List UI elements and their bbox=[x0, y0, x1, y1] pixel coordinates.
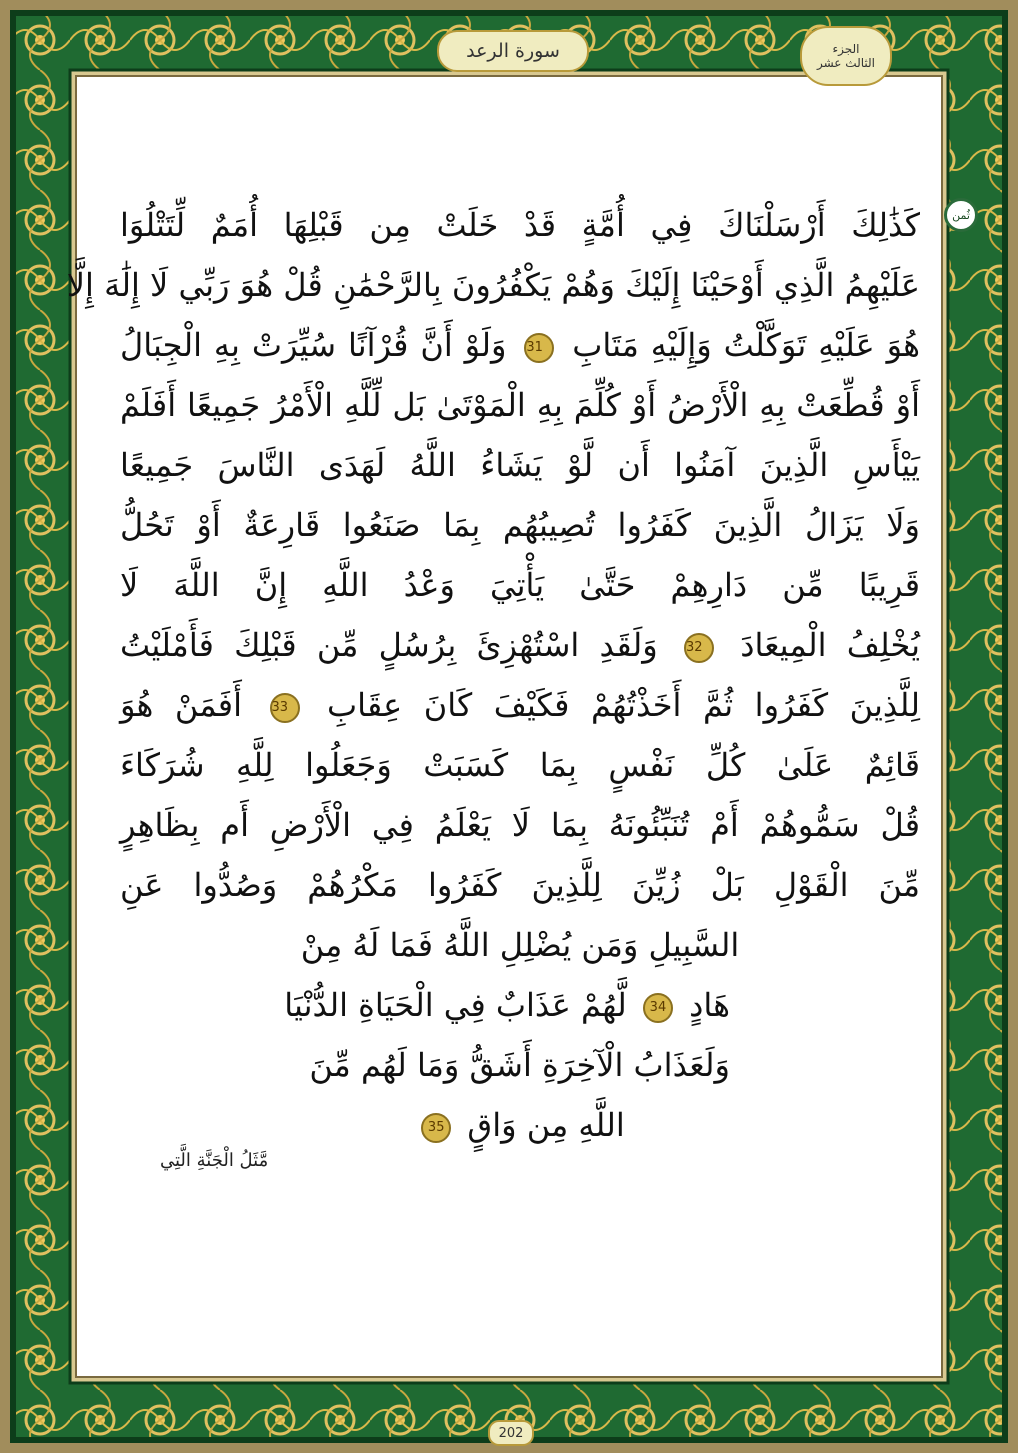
ayah-number-marker: 31 bbox=[524, 333, 554, 363]
text-line bbox=[120, 615, 920, 675]
verse-text: قُلْ سَمُّوهُمْ أَمْ تُنَبِّئُونَهُ بِمَا لَا يَعْلَمُ فِي الْأَرْضِ أَم بِظَاهِرٍ bbox=[120, 806, 921, 844]
juz-line1: الجزء bbox=[832, 42, 860, 56]
text-line bbox=[66, 255, 920, 315]
verse-text: هَادٍ bbox=[689, 986, 730, 1024]
text-line bbox=[120, 975, 920, 1035]
text-line bbox=[120, 735, 920, 795]
verse-text: وَلَقَدِ اسْتُهْزِئَ بِرُسُلٍ مِّن قَبْلِكَ فَأَمْلَيْتُ bbox=[120, 626, 658, 664]
hizb-marker: ثُمن bbox=[944, 198, 978, 232]
verse-text: قَائِمٌ عَلَىٰ كُلِّ نَفْسٍ بِمَا كَسَبَتْ وَجَعَلُوا لِلَّهِ شُرَكَاءَ bbox=[120, 746, 920, 784]
verse-text: عَلَيْهِمُ الَّذِي أَوْحَيْنَا إِلَيْكَ وَهُمْ يَكْفُرُونَ بِالرَّحْمَٰنِ قُلْ هُوَ رَبِّي لَا إِلَٰهَ إِلَّا bbox=[66, 266, 920, 304]
juz-line2: الثالث عشر bbox=[816, 56, 875, 70]
ayah-number-marker: 34 bbox=[643, 993, 673, 1023]
juz-label bbox=[800, 26, 892, 86]
ayah-number-marker: 33 bbox=[270, 693, 300, 723]
verse-text: أَفَمَنْ هُوَ bbox=[120, 686, 242, 724]
verse-text: مِّنَ الْقَوْلِ بَلْ زُيِّنَ لِلَّذِينَ كَفَرُوا مَكْرُهُمْ وَصُدُّوا عَنِ bbox=[120, 866, 920, 904]
text-line bbox=[120, 855, 920, 915]
verse-text: وَلَا يَزَالُ الَّذِينَ كَفَرُوا تُصِيبُهُم بِمَا صَنَعُوا قَارِعَةٌ أَوْ تَحُلُّ bbox=[120, 506, 920, 544]
verse-text: لَّهُمْ عَذَابٌ فِي الْحَيَاةِ الدُّنْيَا bbox=[284, 986, 627, 1024]
ayah-number-marker: 32 bbox=[684, 633, 714, 663]
text-line bbox=[120, 1035, 920, 1095]
page-number: 202 bbox=[488, 1420, 534, 1446]
text-line bbox=[120, 915, 920, 975]
verse-text: السَّبِيلِ وَمَن يُضْلِلِ اللَّهُ فَمَا لَهُ مِنْ bbox=[300, 926, 740, 964]
verse-text: قَرِيبًا مِّن دَارِهِمْ حَتَّىٰ يَأْتِيَ وَعْدُ اللَّهِ إِنَّ اللَّهَ لَا bbox=[120, 566, 920, 604]
text-line bbox=[120, 315, 920, 375]
text-line bbox=[120, 675, 920, 735]
verse-text: كَذَٰلِكَ أَرْسَلْنَاكَ فِي أُمَّةٍ قَدْ خَلَتْ مِن قَبْلِهَا أُمَمٌ لِّتَتْلُوَا bbox=[120, 206, 920, 244]
text-line bbox=[120, 375, 920, 435]
verse-text: يُخْلِفُ الْمِيعَادَ bbox=[740, 626, 920, 664]
verse-text: هُوَ عَلَيْهِ تَوَكَّلْتُ وَإِلَيْهِ مَتَابِ bbox=[572, 326, 921, 364]
text-line bbox=[120, 795, 920, 855]
text-line bbox=[120, 435, 920, 495]
surah-title: سورة الرعد bbox=[437, 30, 589, 72]
text-line bbox=[120, 195, 920, 255]
catchword: مَّثَلُ الْجَنَّةِ الَّتِي bbox=[160, 1150, 269, 1171]
text-line bbox=[120, 495, 920, 555]
verse-text: وَلَوْ أَنَّ قُرْآنًا سُيِّرَتْ بِهِ الْجِبَالُ bbox=[120, 326, 507, 364]
verse-text: أَوْ قُطِّعَتْ بِهِ الْأَرْضُ أَوْ كُلِّمَ بِهِ الْمَوْتَىٰ بَل لِّلَّهِ الْأَمْرُ جَمِيعًا أَفَلَمْ bbox=[120, 386, 920, 424]
quran-text bbox=[66, 195, 921, 1155]
verse-text: يَيْأَسِ الَّذِينَ آمَنُوا أَن لَّوْ يَشَاءُ اللَّهُ لَهَدَى النَّاسَ جَمِيعًا bbox=[120, 446, 920, 484]
text-line bbox=[120, 1095, 920, 1155]
verse-text: اللَّهِ مِن وَاقٍ bbox=[467, 1106, 625, 1144]
verse-text: وَلَعَذَابُ الْآخِرَةِ أَشَقُّ وَمَا لَهُم مِّنَ bbox=[309, 1046, 730, 1084]
verse-text: لِلَّذِينَ كَفَرُوا ثُمَّ أَخَذْتُهُمْ فَكَيْفَ كَانَ عِقَابِ bbox=[327, 686, 921, 724]
text-line bbox=[120, 555, 920, 615]
ayah-number-marker: 35 bbox=[421, 1113, 451, 1143]
